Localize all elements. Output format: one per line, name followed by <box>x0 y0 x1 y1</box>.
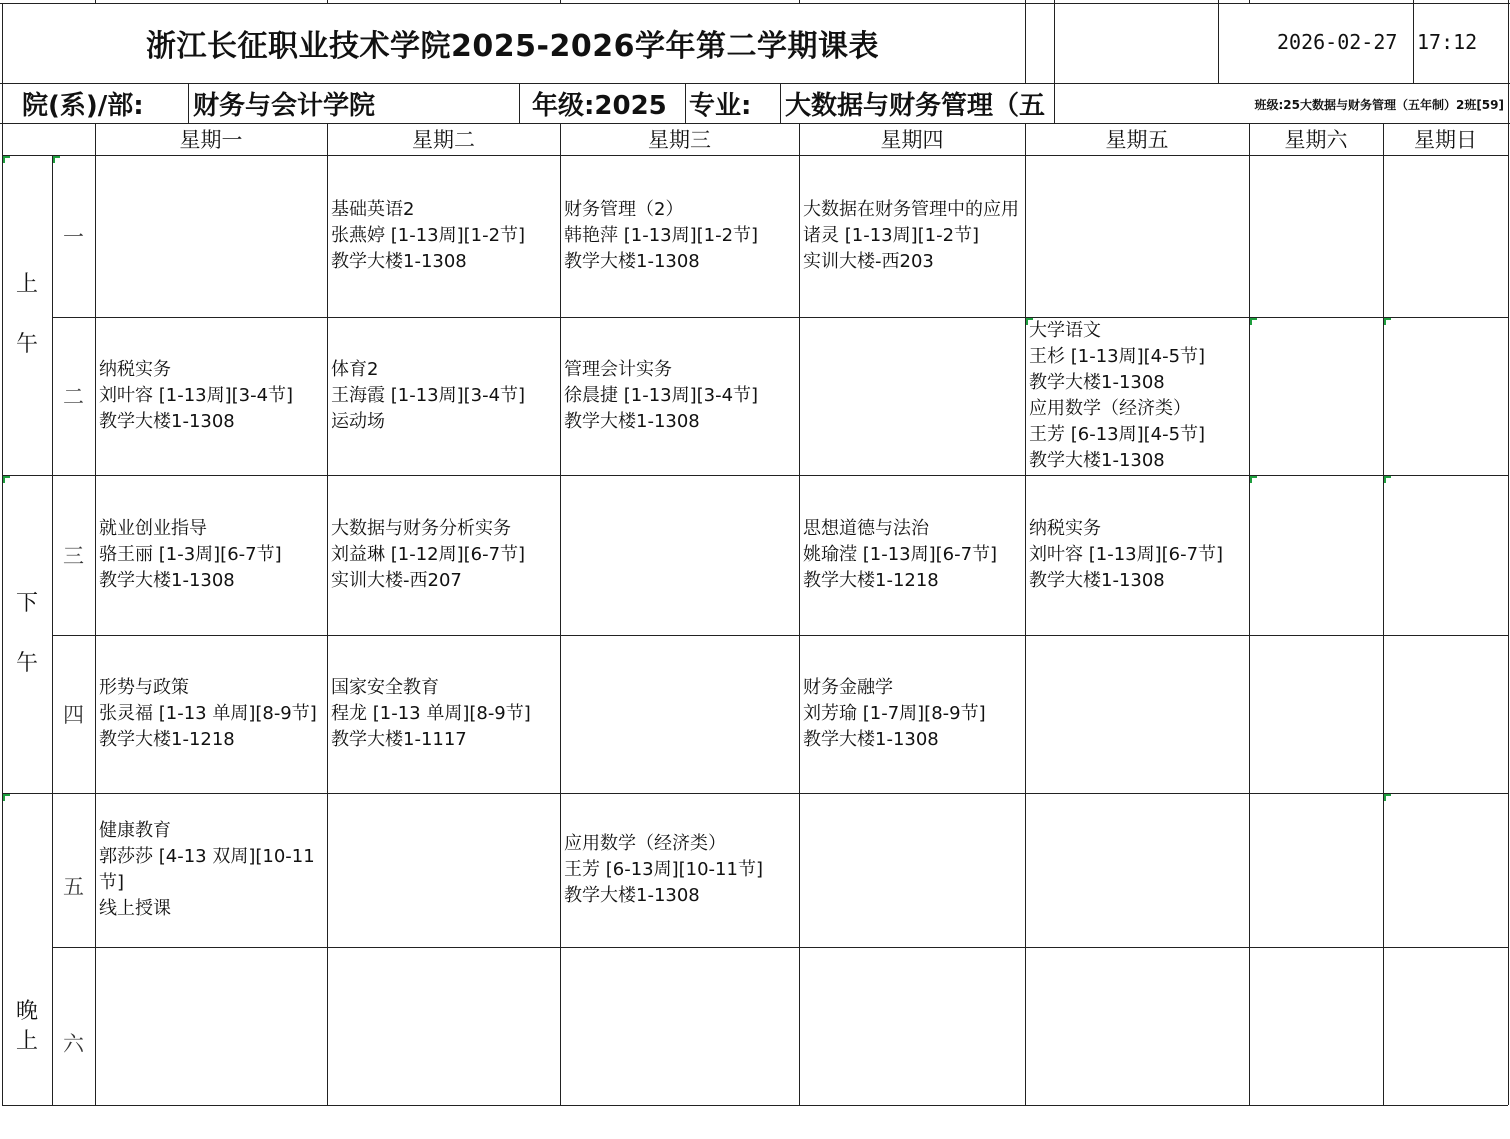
course-line: 基础英语2 <box>331 199 415 220</box>
period-morning-char-1: 上 <box>15 272 38 297</box>
day-header-sun: 星期日 <box>1414 128 1477 152</box>
course-line: 大学语文 <box>1029 320 1101 341</box>
course-line: 徐晨捷 [1-13周][3-4节] <box>564 385 759 406</box>
day-header-thu: 星期四 <box>880 128 944 152</box>
day-header-wed: 星期三 <box>648 128 711 152</box>
course-line: 实训大楼-西207 <box>331 570 462 591</box>
course-line: 张灵福 [1-13 单周][8-9节] <box>99 703 317 724</box>
course-line: 纳税实务 <box>1029 518 1101 539</box>
course-line: 财务金融学 <box>803 677 893 698</box>
grid-line <box>327 123 328 1105</box>
course-line: 国家安全教育 <box>331 677 439 698</box>
course-line: 刘益琳 [1-12周][6-7节] <box>331 544 526 565</box>
course-line: 大数据在财务管理中的应用 <box>803 199 1019 220</box>
grid-line <box>1508 0 1509 1105</box>
class-info: 班级:25大数据与财务管理（五年制）2班[59] <box>1254 98 1504 112</box>
grid-line <box>52 635 1508 636</box>
course-line: 教学大楼1-1308 <box>1029 570 1165 591</box>
course-cell <box>327 635 560 793</box>
period-morning-char-2: 午 <box>15 332 38 357</box>
cell-marker <box>1384 476 1391 483</box>
course-line: 王芳 [6-13周][4-5节] <box>1029 424 1206 445</box>
grid-line <box>2 793 1508 794</box>
grid-line <box>1383 123 1384 1105</box>
course-cell <box>327 155 560 317</box>
course-line: 诸灵 [1-13周][1-2节] <box>803 225 980 246</box>
timetable-title: 浙江长征职业技术学院2025-2026学年第二学期课表 <box>146 29 879 64</box>
period-evening-char-1: 晚 <box>15 999 38 1024</box>
grid-line <box>95 123 96 1105</box>
course-cell <box>327 317 560 475</box>
cell-marker <box>1384 318 1391 325</box>
course-line: 张燕婷 [1-13周][1-2节] <box>331 225 526 246</box>
course-line: 教学大楼1-1308 <box>803 729 939 750</box>
cell-marker <box>1250 318 1257 325</box>
grid-line <box>188 83 189 123</box>
course-cell <box>560 317 799 475</box>
course-line: 体育2 <box>331 359 379 380</box>
period-afternoon-char-1: 下 <box>15 591 38 616</box>
grid-line <box>799 123 800 1105</box>
grid-line <box>1249 0 1250 4</box>
course-line: 王海霞 [1-13周][3-4节] <box>331 385 526 406</box>
grid-line <box>685 83 686 123</box>
course-line: 教学大楼1-1308 <box>99 570 235 591</box>
grid-line <box>0 123 1510 124</box>
course-line: 大数据与财务分析实务 <box>331 518 511 539</box>
dept-value: 财务与会计学院 <box>193 90 376 121</box>
grid-line <box>95 0 96 4</box>
cell-marker <box>3 156 10 163</box>
print-date: 2026-02-27 <box>1277 30 1398 54</box>
day-header-sat: 星期六 <box>1284 128 1348 152</box>
cell-marker <box>1026 318 1033 325</box>
course-cell <box>799 475 1025 635</box>
period-evening-char-2: 上 <box>15 1029 38 1054</box>
period-afternoon-char-2: 午 <box>15 651 38 676</box>
grid-line <box>560 123 561 1105</box>
course-line: 刘芳瑜 [1-7周][8-9节] <box>803 703 986 724</box>
cell-marker <box>1384 794 1391 801</box>
course-line: 教学大楼1-1308 <box>1029 450 1165 471</box>
grid-line <box>799 0 800 4</box>
grid-line <box>2 155 1508 156</box>
course-line: 教学大楼1-1308 <box>1029 372 1165 393</box>
course-cell <box>95 475 327 635</box>
period-evening <box>2 793 52 1105</box>
course-line: 应用数学（经济类） <box>564 833 726 854</box>
slot-label-1: 一 <box>63 225 84 249</box>
course-line: 就业创业指导 <box>99 518 207 539</box>
grid-line <box>52 947 1508 948</box>
day-header-mon: 星期一 <box>179 128 243 152</box>
course-line: 形势与政策 <box>99 677 189 698</box>
course-line: 程龙 [1-13 单周][8-9节] <box>331 703 531 724</box>
cell-marker <box>53 156 60 163</box>
course-cell <box>1025 317 1249 475</box>
course-line: 王杉 [1-13周][4-5节] <box>1029 346 1206 367</box>
course-line: 实训大楼-西203 <box>803 251 934 272</box>
grid-line <box>52 317 1508 318</box>
course-line: 教学大楼1-1308 <box>99 411 235 432</box>
course-cell <box>95 793 327 947</box>
grid-line <box>1054 0 1055 123</box>
course-line: 运动场 <box>331 411 385 432</box>
course-cell <box>799 155 1025 317</box>
course-line: 教学大楼1-1218 <box>803 570 939 591</box>
slot-label-3: 三 <box>63 544 84 568</box>
grid-line <box>1249 123 1250 1105</box>
course-line: 郭莎莎 [4-13 双周][10-11节] <box>99 846 315 893</box>
course-line: 姚瑜滢 [1-13周][6-7节] <box>803 544 998 565</box>
grid-line <box>560 0 561 4</box>
slot-label-5: 五 <box>63 875 84 899</box>
course-line: 教学大楼1-1218 <box>99 729 235 750</box>
grid-line <box>1025 123 1026 1105</box>
day-header-fri: 星期五 <box>1105 128 1169 152</box>
course-line: 管理会计实务 <box>564 359 672 380</box>
slot-label-2: 二 <box>63 385 84 409</box>
course-line: 王芳 [6-13周][10-11节] <box>564 859 763 880</box>
course-line: 教学大楼1-1308 <box>331 251 467 272</box>
grid-line <box>2 1105 1508 1106</box>
course-line: 韩艳萍 [1-13周][1-2节] <box>564 225 759 246</box>
grid-line <box>0 3 1510 4</box>
course-cell <box>560 793 799 947</box>
course-line: 财务管理（2） <box>564 199 684 220</box>
course-line: 教学大楼1-1308 <box>564 885 700 906</box>
slot-label-6: 六 <box>63 1032 84 1056</box>
day-header-tue: 星期二 <box>412 128 475 152</box>
cell-marker <box>3 476 10 483</box>
cell-marker <box>3 794 10 801</box>
grid-line <box>1025 0 1026 83</box>
cell-marker <box>1250 476 1257 483</box>
slot-label-4: 四 <box>63 703 84 727</box>
grid-line <box>2 475 1508 476</box>
course-line: 线上授课 <box>99 898 171 919</box>
course-cell <box>95 635 327 793</box>
course-line: 思想道德与法治 <box>803 518 929 539</box>
grid-line <box>519 83 520 123</box>
grid-line <box>0 83 1510 84</box>
course-line: 纳税实务 <box>99 359 171 380</box>
course-cell <box>95 317 327 475</box>
course-line: 教学大楼1-1117 <box>331 729 467 750</box>
course-cell <box>327 475 560 635</box>
course-line: 刘叶容 [1-13周][3-4节] <box>99 385 294 406</box>
grid-line <box>2 3 3 1105</box>
grid-line <box>780 83 781 123</box>
grid-line <box>1218 0 1219 83</box>
grid-line <box>327 0 328 4</box>
period-afternoon <box>2 475 52 793</box>
major-label: 专业: <box>689 90 752 121</box>
course-line: 健康教育 <box>99 820 171 841</box>
major-value: 大数据与财务管理（五 <box>785 90 1046 121</box>
course-line: 骆王丽 [1-3周][6-7节] <box>99 544 282 565</box>
grid-line <box>1413 0 1414 83</box>
grid-line <box>52 155 53 1105</box>
course-cell <box>1025 475 1249 635</box>
course-line: 教学大楼1-1308 <box>564 411 700 432</box>
period-morning <box>2 155 52 475</box>
course-cell <box>799 635 1025 793</box>
dept-label: 院(系)/部: <box>22 90 144 121</box>
grade-text: 年级:2025 <box>532 90 667 121</box>
print-time: 17:12 <box>1417 30 1478 54</box>
course-cell <box>560 155 799 317</box>
course-line: 应用数学（经济类） <box>1029 398 1191 419</box>
course-line: 刘叶容 [1-13周][6-7节] <box>1029 544 1224 565</box>
course-line: 教学大楼1-1308 <box>564 251 700 272</box>
